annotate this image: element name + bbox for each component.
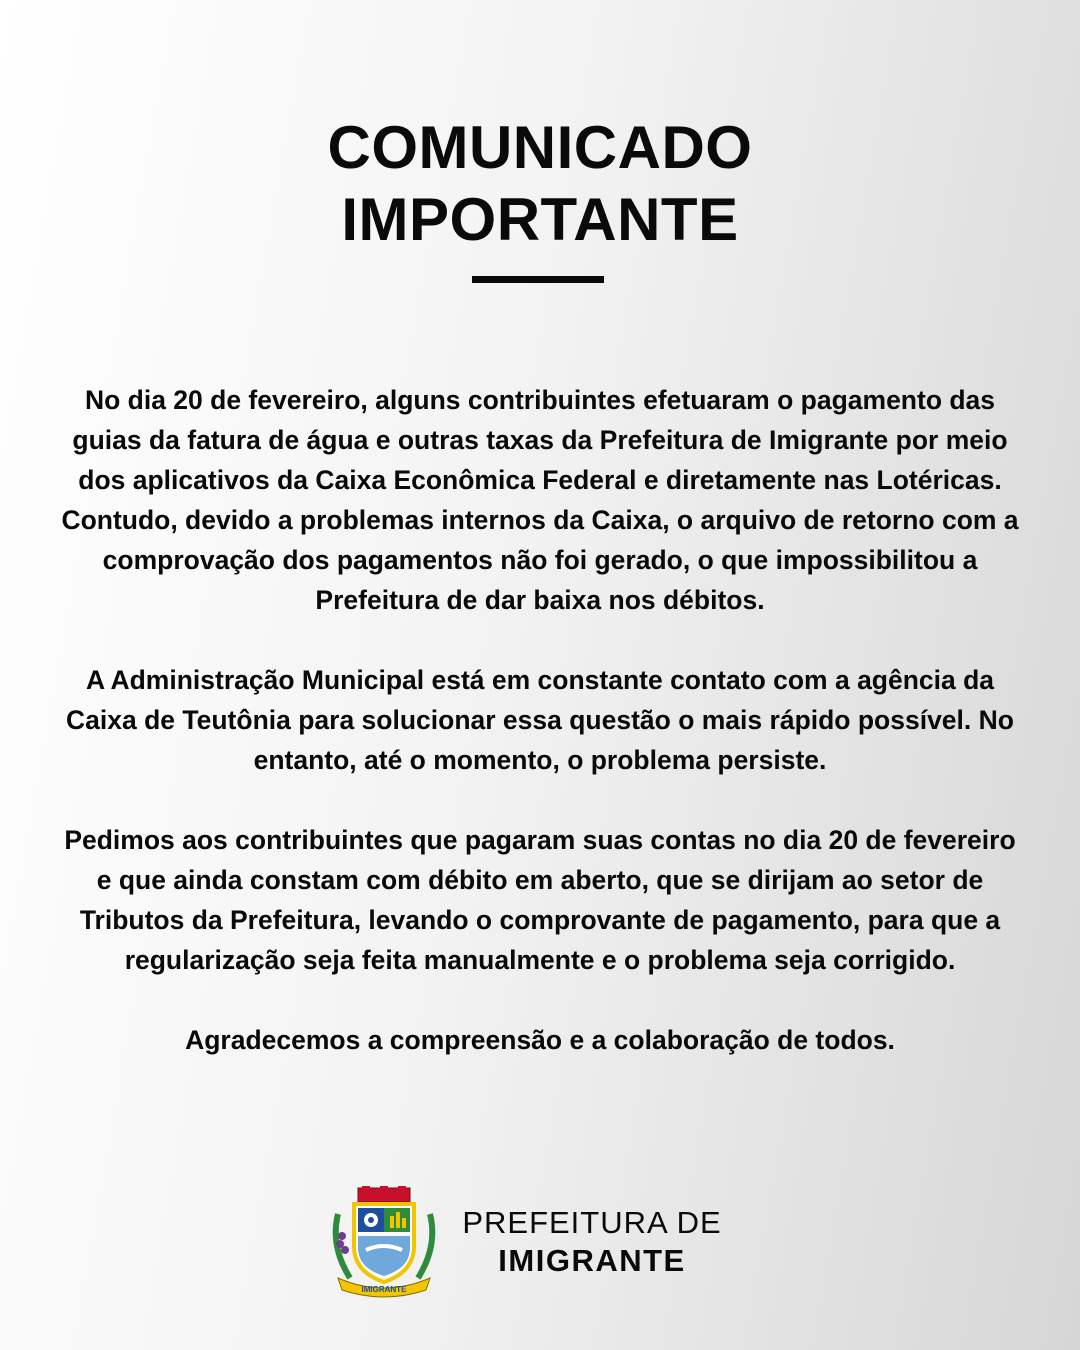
footer-brand [328, 1186, 748, 1300]
crest-banner-label: IMIGRANTE [361, 1285, 407, 1294]
title-line-1: COMUNICADO [327, 114, 753, 181]
brand-line-1: PREFEITURA DE [462, 1205, 722, 1240]
brand-wordmark [458, 1204, 726, 1280]
title-line-2: IMPORTANTE [341, 186, 739, 253]
announcement-body [60, 380, 1020, 1100]
paragraph-2: A Administração Municipal está em constante contato com a agência da Caixa de Teutônia para solucionar essa questão o mais rápido possível. No entanto, até o momento, o problema persiste. [66, 665, 1014, 775]
page-title [0, 112, 1080, 256]
municipal-coat-of-arms-icon [328, 1186, 440, 1298]
paragraph-1: No dia 20 de fevereiro, alguns contribuintes efetuaram o pagamento das guias da fatura de água e outras taxas da Prefeitura de Imigrante por meio dos aplicativos da Caixa Econômica Federal e diretamente nas Lotéricas. Contudo, devido a problemas internos da Caixa, o arquivo de retorno com a comprovação dos pagamentos não foi gerado, o que impossibilitou a Prefeitura de dar baixa nos débitos. [61, 385, 1019, 615]
title-divider [472, 276, 604, 283]
paragraph-3: Pedimos aos contribuintes que pagaram suas contas no dia 20 de fevereiro e que ainda constam com débito em aberto, que se dirijam ao setor de Tributos da Prefeitura, levando o comprovante de pagamento, para que a regularização seja feita manualmente e o problema seja corrigido. [64, 825, 1016, 975]
brand-line-2: IMIGRANTE [498, 1243, 686, 1278]
paragraph-4: Agradecemos a compreensão e a colaboração de todos. [185, 1025, 895, 1055]
